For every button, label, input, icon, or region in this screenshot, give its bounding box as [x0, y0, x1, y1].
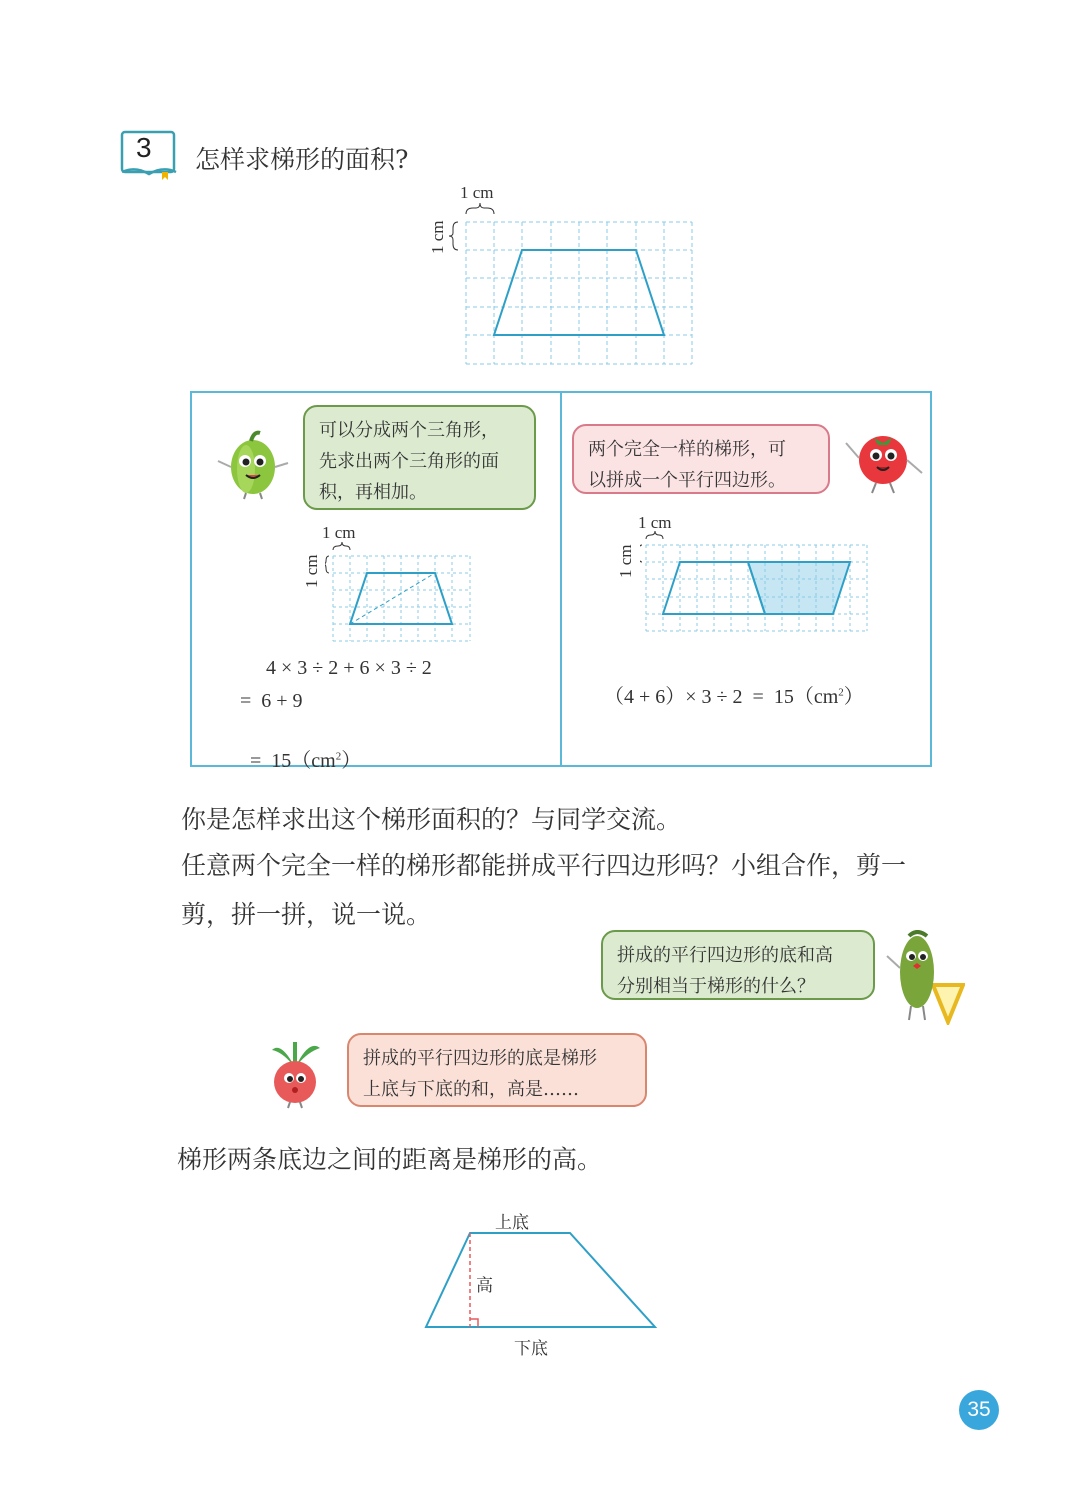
- cucumber-speech-bubble: 拼成的平行四边形的底和高 分别相当于梯形的什么？: [601, 930, 875, 1000]
- left-triangles-grid-diagram: [325, 540, 475, 645]
- right-calc-line: $(4 + 6)\times 3 \div 2 = 15(cm^2)$: [604, 686, 864, 708]
- height-label: 高: [476, 1276, 493, 1295]
- green-pepper-character: [208, 425, 298, 500]
- tomato-speech-bubble: 两个完全一样的梯形，可 以拼成一个平行四边形。: [572, 424, 830, 494]
- cucumber-character: [885, 930, 965, 1025]
- radish-speech-bubble: 拼成的平行四边形的底是梯形 上底与下底的和，高是……: [347, 1033, 647, 1107]
- page-number: 35: [959, 1390, 999, 1430]
- trapezoid-grid-diagram: [440, 200, 700, 370]
- grid-unit-label-h: 1 cm: [460, 183, 494, 202]
- trapezoid-height-diagram: [420, 1225, 660, 1335]
- left-grid-unit-label-h: 1 cm: [322, 523, 356, 542]
- height-definition: 梯形两条底边之间的距离是梯形的高。: [177, 1145, 603, 1174]
- top-base-label: 上底: [495, 1213, 529, 1232]
- left-grid-unit-label-v: 1 cm: [302, 554, 321, 588]
- right-parallelogram-grid-diagram: [640, 530, 872, 635]
- methods-divider: [560, 391, 562, 767]
- problem-number-badge: [120, 130, 178, 180]
- right-grid-unit-label-h: 1 cm: [638, 513, 672, 532]
- radish-character: [262, 1038, 330, 1110]
- left-calc-line-1: 4 × 3 ÷ 2 + 6 × 3 ÷ 2: [266, 657, 432, 679]
- problem-question: 怎样求梯形的面积?: [195, 145, 409, 174]
- group-task-line-1: 任意两个完全一样的梯形都能拼成平行四边形吗？小组合作，剪一: [181, 851, 907, 880]
- grid-unit-label-v: 1 cm: [428, 220, 447, 254]
- bottom-base-label: 下底: [514, 1339, 548, 1358]
- left-calc-line-3: = $15(cm^2)$: [250, 750, 362, 772]
- left-calc-line-2: = 6 + 9: [240, 690, 303, 712]
- green-pepper-speech-bubble: 可以分成两个三角形， 先求出两个三角形的面 积，再相加。: [303, 405, 536, 510]
- right-grid-unit-label-v: 1 cm: [616, 544, 635, 578]
- group-task-line-2: 剪，拼一拼，说一说。: [181, 900, 432, 929]
- problem-number: 3: [136, 132, 152, 163]
- discussion-prompt: 你是怎样求出这个梯形面积的？与同学交流。: [181, 805, 682, 834]
- tomato-character: [838, 425, 930, 495]
